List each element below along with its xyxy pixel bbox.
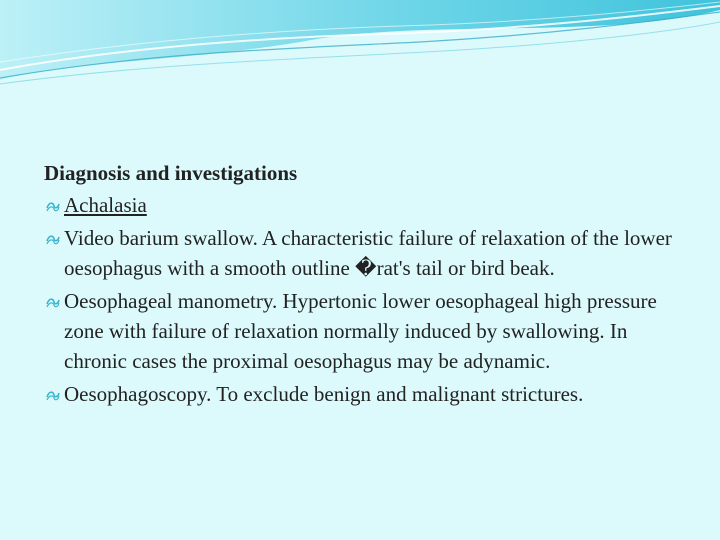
- bullet-text: Video barium swallow. A characteristic failure of relaxation of the lower oesophagus with a smooth outline �rat's tail or bird beak.: [64, 226, 672, 280]
- bullet-item-video-barium-swallow: [44, 223, 684, 283]
- bullet-item-oesophagoscopy: [44, 379, 684, 409]
- wave-bullet-icon: [45, 223, 61, 253]
- bullet-item-oesophageal-manometry: [44, 286, 684, 376]
- bullet-text: Oesophageal manometry. Hypertonic lower oesophageal high pressure zone with failure of relaxation normally induced by swallowing. In chronic cases the proximal oesophagus may be adynamic.: [64, 289, 657, 373]
- bullet-item-achalasia: [44, 190, 684, 220]
- bullet-text: Oesophagoscopy. To exclude benign and malignant strictures.: [64, 382, 584, 406]
- wave-bullet-icon: [45, 190, 61, 220]
- wave-bullet-icon: [45, 286, 61, 316]
- slide-heading: Diagnosis and investigations: [44, 161, 298, 185]
- header-wave-decoration: [0, 0, 720, 95]
- slide-content: [44, 158, 684, 412]
- wave-bullet-icon: [45, 379, 61, 409]
- bullet-text: Achalasia: [64, 193, 147, 217]
